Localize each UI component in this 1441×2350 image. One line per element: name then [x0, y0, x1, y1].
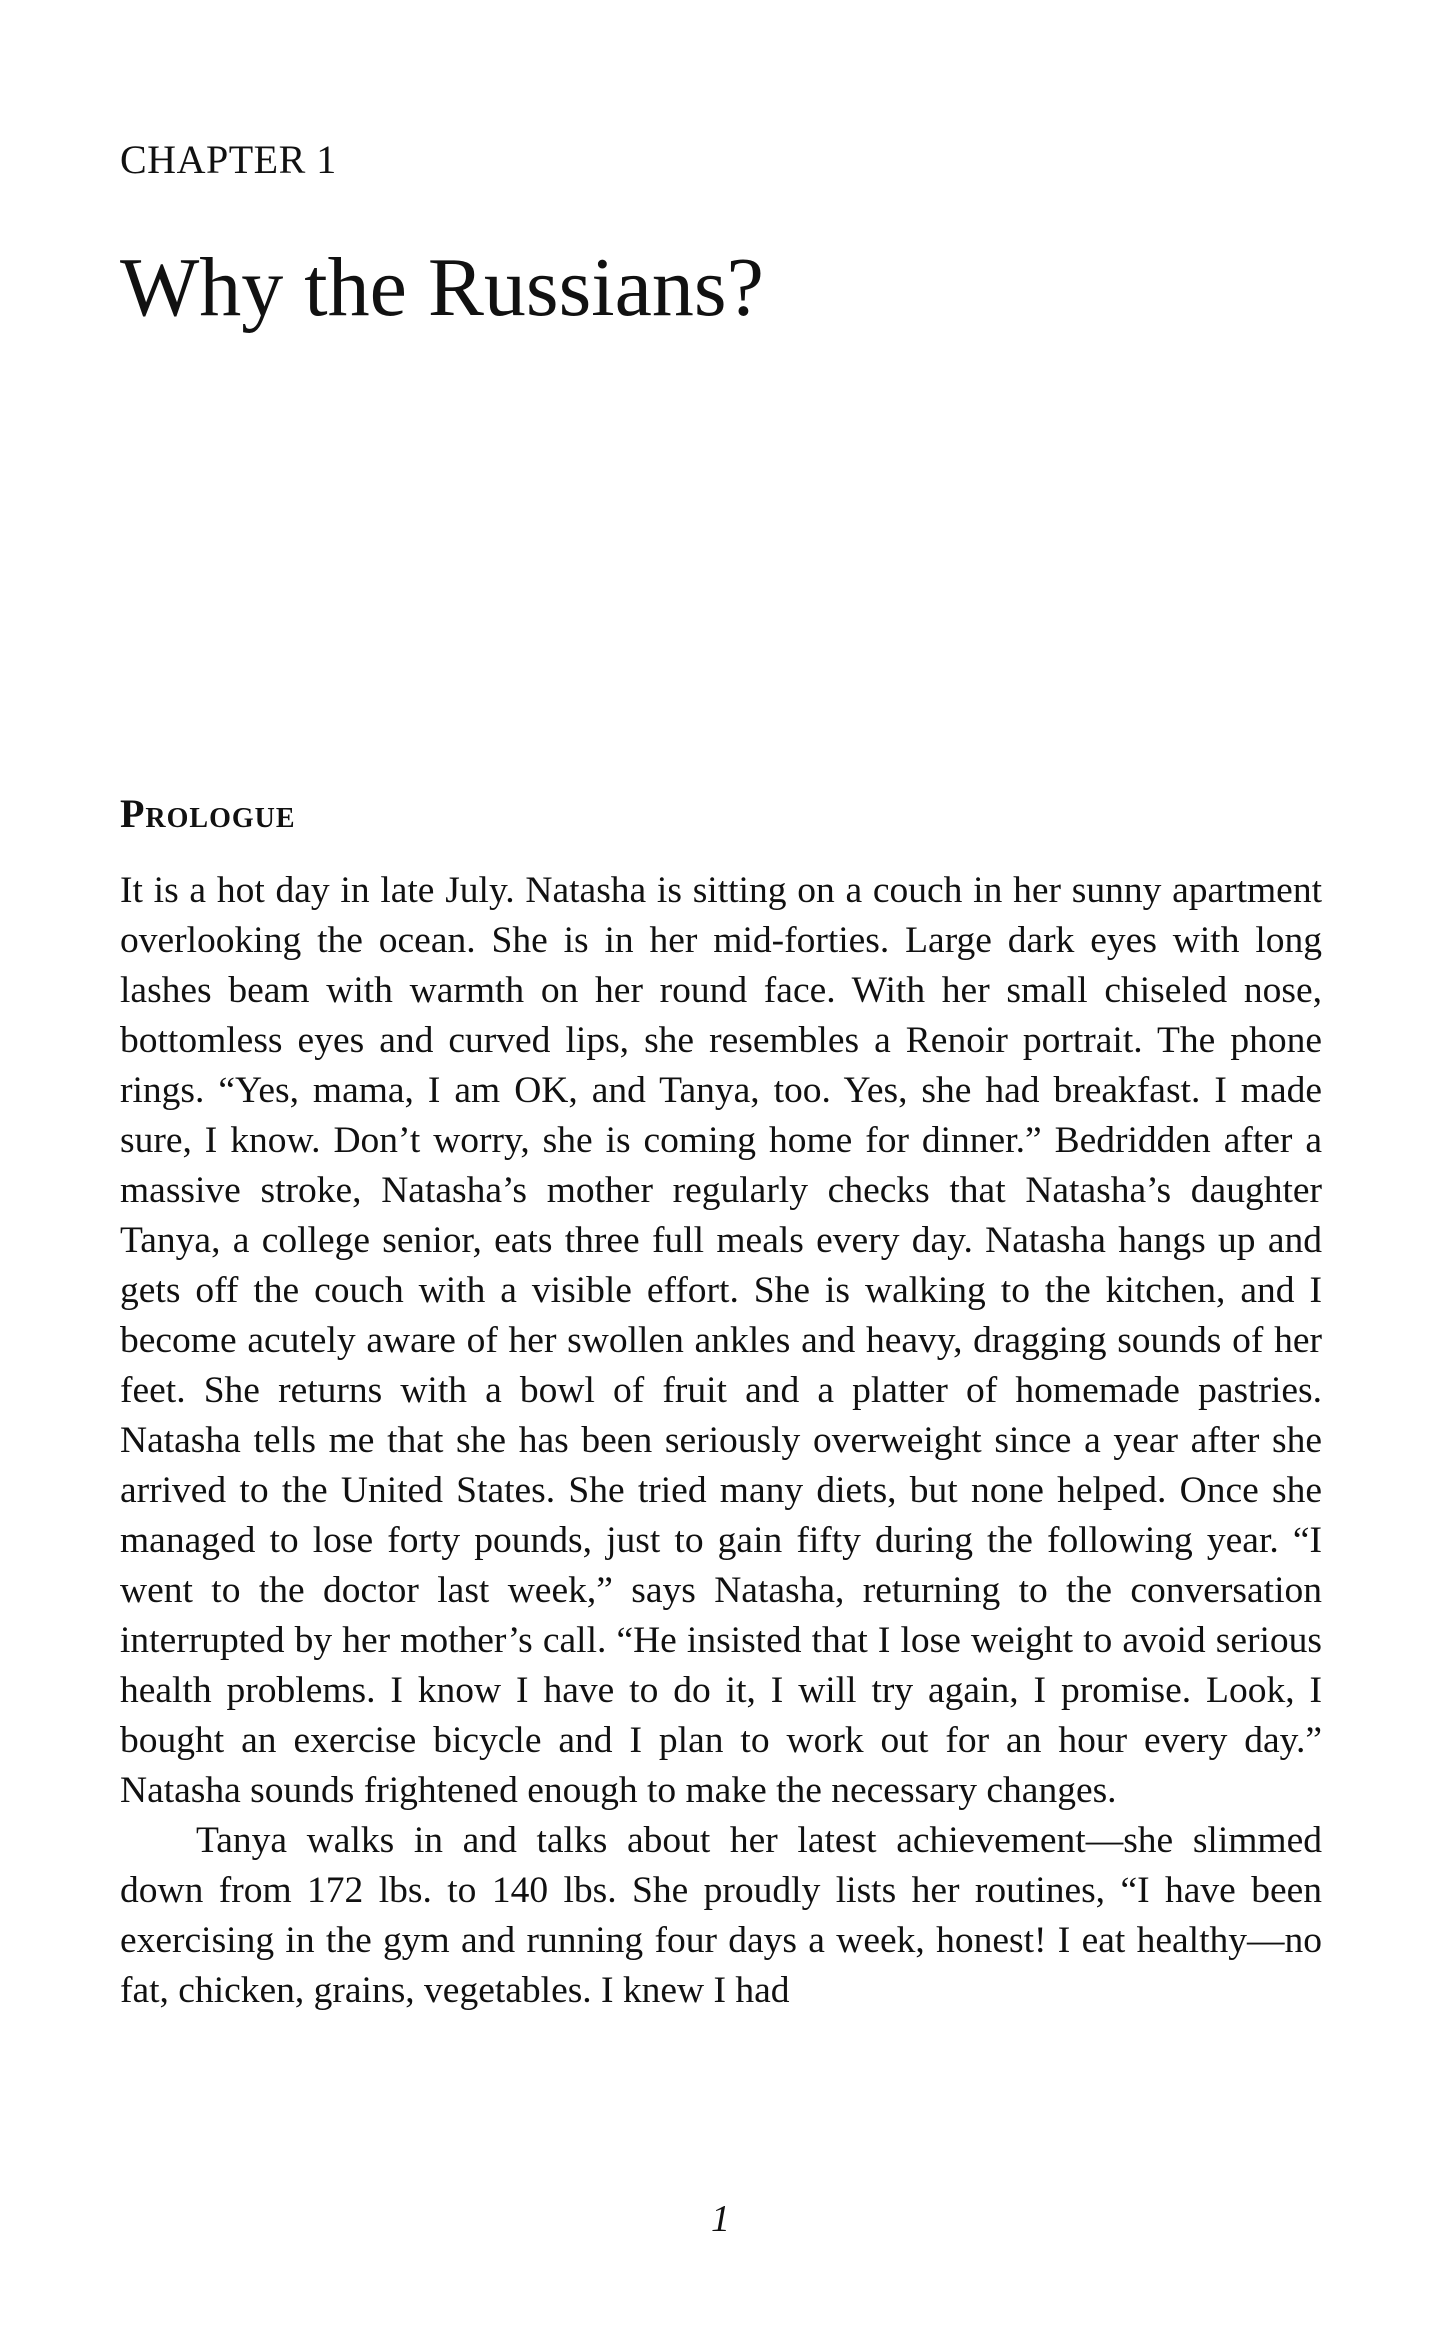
paragraph-1: It is a hot day in late July. Natasha is sitting on a couch in her sunny apartment overlooking the ocean. She is in her mid-forties. Large dark eyes with long lashes beam with warmth on her round face. With her small chiseled nose, bottomless eyes and curved lips, she resembles a Renoir portrait. The phone rings. “Yes, mama, I am OK, and Tanya, too. Yes, she had breakfast. I made sure, I know. Don’t worry, she is coming home for dinner.” Bedridden after a massive stroke, Natasha’s mother regularly checks that Natasha’s daughter Tanya, a college senior, eats three full meals every day. Natasha hangs up and gets off the couch with a visible effort. She is walking to the kitchen, and I become acutely aware of her swollen ankles and heavy, dragging sounds of her feet. She returns with a bowl of fruit and a platter of homemade pastries. Natasha tells me that she has been seriously overweight since a year after she arrived to the United States. She tried many diets, but none helped. Once she managed to lose forty pounds, just to gain fifty during the following year. “I went to the doctor last week,” says Natasha, returning to the conversation interrupted by her mother’s call. “He insisted that I lose weight to avoid serious health problems. I know I have to do it, I will try again, I promise. Look, I bought an exercise bicycle and I plan to work out for an hour every day.” Natasha sounds frightened enough to make the necessary changes. — [120, 870, 1322, 1811]
paragraph-2: Tanya walks in and talks about her latest achievement—she slimmed down from 172 lbs. to 140 lbs. She proudly lists her routines, “I have been exercising in the gym and running four days a week, honest! I eat healthy—no fat, chicken, grains, vegetables. I knew I had — [120, 1820, 1322, 2011]
chapter-label: CHAPTER 1 — [120, 137, 337, 182]
page-number: 1 — [711, 2198, 730, 2240]
chapter-title: Why the Russians? — [120, 241, 764, 334]
section-heading: Prologue — [120, 791, 296, 836]
body-text — [120, 866, 1322, 2016]
